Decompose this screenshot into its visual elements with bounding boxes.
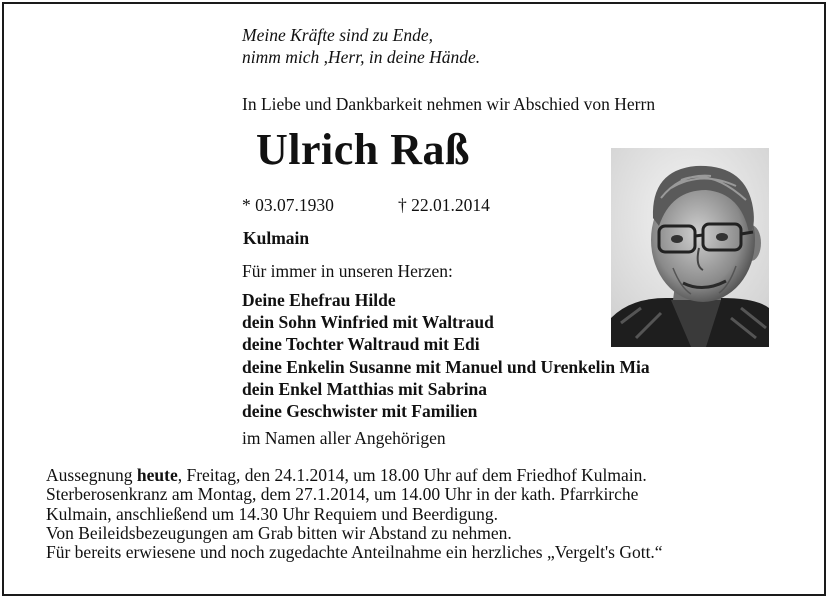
mourner: deine Tochter Waltraud mit Edi xyxy=(242,334,480,355)
forever-line: Für immer in unseren Herzen: xyxy=(242,261,453,281)
notice-line xyxy=(46,466,663,485)
notice-line: Sterberosenkranz am Montag, dem 27.1.2014, um 14.00 Uhr in der kath. Pfarrkirche xyxy=(46,484,639,505)
mourner: dein Enkel Matthias mit Sabrina xyxy=(242,378,488,399)
notice-line: Von Beileidsbezeugungen am Grab bitten wir Abstand zu nehmen. xyxy=(46,522,512,543)
verse-line: nimm mich ,Herr, in deine Hände. xyxy=(242,47,481,67)
service-notices xyxy=(46,466,663,562)
on-behalf-line: im Namen aller Angehörigen xyxy=(242,428,446,448)
notice-emphasis: heute xyxy=(136,465,178,485)
notice-text: Aussegnung xyxy=(46,465,137,485)
mourner: Deine Ehefrau Hilde xyxy=(242,290,396,310)
birth-date: * 03.07.1930 xyxy=(242,195,334,215)
notice-line: Kulmain, anschließend um 14.30 Uhr Requiem und Beerdigung. xyxy=(46,503,499,524)
hometown: Kulmain xyxy=(243,228,310,248)
verse-line: Meine Kräfte sind zu Ende, xyxy=(242,25,434,45)
portrait-image xyxy=(611,148,769,347)
deceased-name: Ulrich Raß xyxy=(256,125,470,174)
mourners-list xyxy=(242,289,650,422)
mourner: dein Sohn Winfried mit Waltraud xyxy=(242,312,494,333)
mourner: deine Geschwister mit Familien xyxy=(242,401,478,422)
mourner: deine Enkelin Susanne mit Manuel und Urenkelin Mia xyxy=(242,356,650,377)
death-date: † 22.01.2014 xyxy=(398,195,490,215)
notice-text: , Freitag, den 24.1.2014, um 18.00 Uhr auf dem Friedhof Kulmain. xyxy=(177,465,647,485)
intro-text: In Liebe und Dankbarkeit nehmen wir Abschied von Herrn xyxy=(242,94,656,114)
portrait-photo xyxy=(611,148,769,347)
notice-line: Für bereits erwiesene und noch zugedachte Anteilnahme ein herzliches „Vergelt's Gott.“ xyxy=(46,542,663,563)
verse xyxy=(242,24,480,68)
